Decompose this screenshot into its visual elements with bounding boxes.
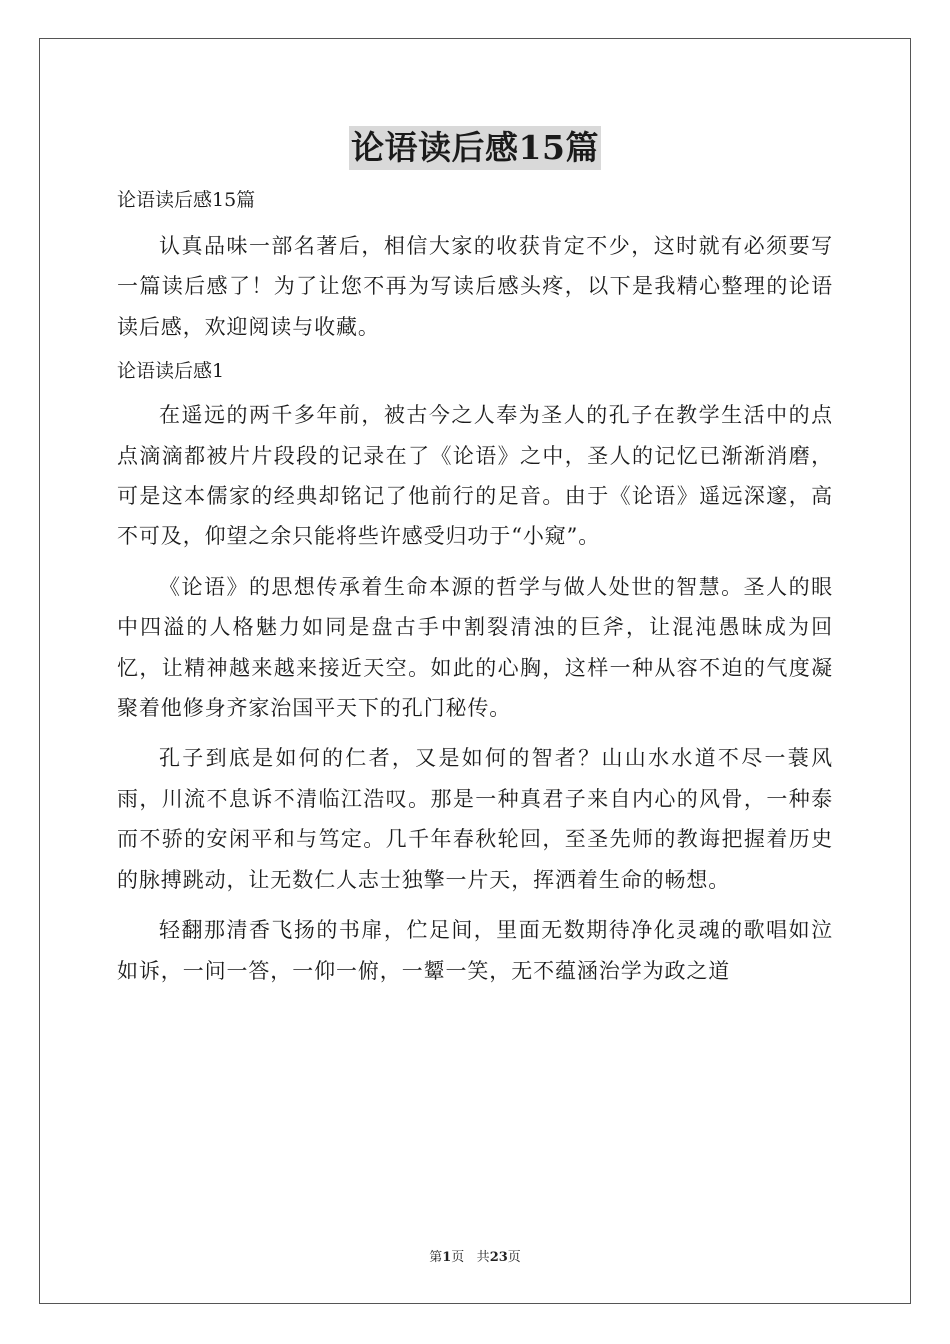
page-footer — [0, 1246, 950, 1265]
title-container — [0, 126, 950, 170]
page-suffix: 页 — [451, 1250, 465, 1265]
section-heading: 论语读后感1 — [117, 360, 225, 383]
total-prefix: 共 — [476, 1250, 490, 1265]
intro-paragraph: 认真品味一部名著后，相信大家的收获肯定不少，这时就有必须要写一篇读后感了！为了让您不再为写读后感头疼，以下是我精心整理的论语读后感，欢迎阅读与收藏。 — [117, 234, 833, 339]
body-paragraph-1: 在遥远的两千多年前，被古今之人奉为圣人的孔子在教学生活中的点点滴滴都被片片段段的记录在了《论语》之中，圣人的记忆已渐渐消磨，可是这本儒家的经典却铭记了他前行的足音。由于《论语》遥远深邃，高不可及，仰望之余只能将些许感受归功于“小窥”。 — [117, 403, 833, 549]
total-suffix: 页 — [507, 1250, 521, 1265]
document-body — [117, 180, 833, 1001]
document-title: 论语读后感15篇 — [349, 126, 601, 170]
body-paragraph-3: 孔子到底是如何的仁者，又是如何的智者？山山水水道不尽一蓑风雨，川流不息诉不清临江浩叹。那是一种真君子来自内心的风骨，一种泰而不骄的安闲平和与笃定。几千年春秋轮回，至圣先师的教诲把握着历史的脉搏跳动，让无数仁人志士独擎一片天，挥洒着生命的畅想。 — [117, 746, 833, 892]
body-paragraph-2: 《论语》的思想传承着生命本源的哲学与做人处世的智慧。圣人的眼中四溢的人格魅力如同是盘古手中割裂清浊的巨斧，让混沌愚昧成为回忆，让精神越来越来接近天空。如此的心胸，这样一种从容不迫的气度凝聚着他修身齐家治国平天下的孔门秘传。 — [117, 574, 833, 721]
total-pages: 23 — [489, 1250, 508, 1265]
page-prefix: 第 — [429, 1250, 443, 1265]
body-paragraph-4: 轻翻那清香飞扬的书扉，伫足间，里面无数期待净化灵魂的歌唱如泣如诉，一问一答，一仰一俯，一颦一笑，无不蕴涵治学为政之道 — [117, 918, 833, 983]
document-subtitle: 论语读后感15篇 — [117, 189, 256, 211]
page-number: 1 — [442, 1250, 452, 1265]
